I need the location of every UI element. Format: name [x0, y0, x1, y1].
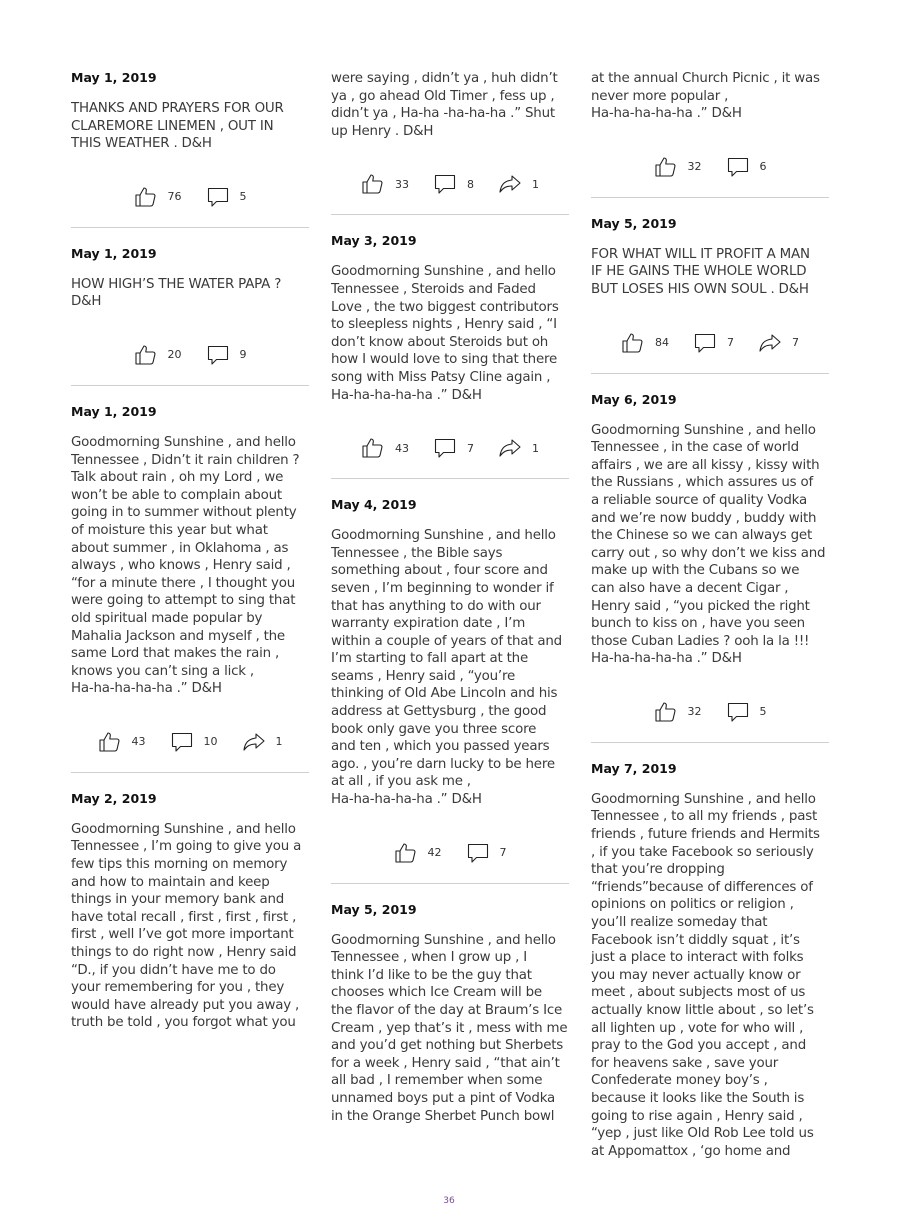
likes-stat[interactable] — [654, 155, 702, 179]
shares-stat[interactable] — [498, 172, 539, 196]
comments-count: 7 — [467, 441, 474, 455]
like-icon[interactable] — [134, 185, 168, 209]
likes-count: 20 — [167, 348, 182, 362]
comments-count: 9 — [239, 348, 247, 362]
comments-stat[interactable] — [433, 172, 474, 196]
comments-count: 10 — [203, 735, 218, 749]
post-date: May 1, 2019 — [71, 70, 157, 85]
likes-stat[interactable] — [98, 730, 146, 754]
likes-stat[interactable] — [394, 841, 442, 865]
post — [71, 404, 309, 773]
post-text: Goodmorning Sunshine , and hello Tennessee , when I grow up , I think I’d like to be the guy that chooses which Ice Cream will be the flavor of the day at Braum’s Ice Cream , yep that’s it , mess with me and you’d get nothing but Sherbets for a week , Henry said , “that ain’t all bad , I remember when some unnamed boys put a pint of Vodka in the Orange Sherbet Punch bowl — [331, 932, 568, 1124]
post-stats — [591, 329, 829, 357]
column-2 — [331, 70, 569, 1125]
comments-stat[interactable] — [206, 343, 247, 367]
post-stats — [71, 728, 309, 756]
post-divider — [331, 883, 569, 884]
likes-count: 84 — [655, 336, 669, 350]
shares-count: 1 — [532, 441, 539, 455]
like-icon[interactable] — [654, 700, 688, 724]
comments-stat[interactable] — [433, 436, 474, 460]
post — [71, 70, 309, 228]
shares-stat[interactable] — [498, 436, 539, 460]
like-icon[interactable] — [134, 343, 168, 367]
likes-count: 32 — [687, 160, 702, 174]
like-icon[interactable] — [361, 436, 395, 460]
post-date: May 4, 2019 — [331, 497, 417, 513]
comments-stat[interactable] — [726, 700, 767, 724]
likes-count: 42 — [427, 846, 442, 860]
likes-stat[interactable] — [361, 172, 409, 196]
likes-stat[interactable] — [134, 343, 182, 367]
post-text: THANKS AND PRAYERS FOR OUR CLAREMORE LINEMEN , OUT IN THIS WEATHER . D&H — [71, 101, 284, 152]
post-divider — [591, 742, 829, 743]
comment-icon[interactable] — [433, 172, 467, 196]
likes-count: 76 — [167, 190, 182, 204]
comment-icon[interactable] — [170, 730, 204, 754]
likes-stat[interactable] — [361, 436, 409, 460]
likes-count: 33 — [395, 177, 409, 191]
like-icon[interactable] — [98, 730, 132, 754]
comment-icon[interactable] — [693, 331, 727, 355]
comments-stat[interactable] — [466, 841, 507, 865]
post — [71, 246, 309, 386]
post — [591, 392, 829, 743]
post-text: Goodmorning Sunshine , and hello Tennessee , Steroids and Faded Love , the two biggest contributors to sleepless nights , Henry said , “I don’t know about Steroids but oh how I would love to sing that there song with Miss Patsy Cline again , Ha-ha-ha-ha-ha .” D&H — [331, 264, 559, 403]
comment-icon[interactable] — [726, 155, 760, 179]
column-1 — [71, 70, 309, 1032]
comment-icon[interactable] — [466, 841, 500, 865]
post-date: May 7, 2019 — [591, 760, 677, 776]
column-3 — [591, 70, 829, 1160]
post-text: Goodmorning Sunshine , and hello Tennessee , to all my friends , past friends , future friends and Hermits , if you take Facebook so seriously that you’re dropping “friends”because of differences of opinions on politics or religion , you’ll realize someday that Facebook isn’t diddly squat , it’s just a place to interact with folks you may never actually know or meet , about subjects most of us actually know little about , so let’s all lighten up , vote for who will , pray to the God you accept , and for heavens sake , save your Confederate money boy’s , because it looks like the South is going to rise again , Henry said , “yep , just like Old Rob Lee told us at Appomattox , ‘go home and — [591, 791, 820, 1159]
likes-count: 43 — [131, 735, 146, 749]
post — [331, 497, 569, 884]
comments-count: 7 — [499, 846, 507, 860]
post-stats — [71, 183, 309, 211]
likes-stat[interactable] — [621, 331, 669, 355]
post-divider — [591, 197, 829, 198]
post-stats — [71, 341, 309, 369]
post — [591, 216, 829, 374]
comments-stat[interactable] — [206, 185, 247, 209]
comments-stat[interactable] — [693, 331, 734, 355]
likes-stat[interactable] — [134, 185, 182, 209]
post-text: Goodmorning Sunshine , and hello Tennessee , the Bible says something about , four score and seven , I’m beginning to wonder if that has anything to do with our warranty expiration date , I’m within a couple of years of that and I’m starting to fall apart at the seams , Henry said , “you’re thinking of Old Abe Lincoln and his address at Gettysburg , the good book only gave you three score and ten , which you passed years ago. , you’re darn lucky to be here at all , if you ask me , Ha-ha-ha-ha-ha .” D&H — [331, 528, 562, 808]
comment-icon[interactable] — [206, 185, 240, 209]
share-icon[interactable] — [498, 172, 532, 196]
post-text: were saying , didn’t ya , huh didn’t ya , go ahead Old Timer , fess up , didn’t ya , Ha-ha -ha-ha-ha .” Shut up Henry . D&H — [331, 71, 558, 139]
likes-count: 43 — [395, 441, 409, 455]
like-icon[interactable] — [394, 841, 428, 865]
post-stats — [591, 153, 829, 181]
post — [331, 902, 569, 1126]
post-date: May 2, 2019 — [71, 790, 157, 806]
comment-icon[interactable] — [433, 436, 467, 460]
like-icon[interactable] — [361, 172, 395, 196]
shares-count: 7 — [792, 336, 799, 350]
comments-stat[interactable] — [726, 155, 767, 179]
comments-stat[interactable] — [170, 730, 218, 754]
post-stats — [591, 698, 829, 726]
post-stats — [331, 839, 569, 867]
post-text: FOR WHAT WILL IT PROFIT A MAN IF HE GAINS THE WHOLE WORLD BUT LOSES HIS OWN SOUL . D&H — [591, 246, 810, 297]
likes-count: 32 — [687, 705, 702, 719]
like-icon[interactable] — [621, 331, 655, 355]
comment-icon[interactable] — [726, 700, 760, 724]
post-text: Goodmorning Sunshine , and hello Tennessee , in the case of world affairs , we are all kissy , kissy with the Russians , which assures us of a reliable source of quality Vodka and we’re now buddy , buddy with the Chinese so we can always get carry out , so why don’t we kiss and make up with the Cubans so we can also have a decent Cigar , Henry said , “you picked the right bunch to kiss on , have you seen those Cuban Ladies ? ooh la la !!! Ha-ha-ha-ha-ha .” D&H — [591, 422, 826, 667]
post-date: May 1, 2019 — [71, 245, 157, 261]
post-divider — [71, 385, 309, 386]
post-date: May 5, 2019 — [331, 901, 417, 917]
comment-icon[interactable] — [206, 343, 240, 367]
post-divider — [591, 373, 829, 374]
post-stats — [331, 170, 569, 198]
like-icon[interactable] — [654, 155, 688, 179]
shares-count: 1 — [532, 177, 539, 191]
post-divider — [331, 478, 569, 479]
comments-count: 7 — [727, 336, 734, 350]
post-date: May 3, 2019 — [331, 233, 417, 249]
post-text: HOW HIGH’S THE WATER PAPA ? D&H — [71, 276, 282, 310]
shares-stat[interactable] — [242, 730, 283, 754]
comments-count: 8 — [467, 177, 474, 191]
post-stats — [331, 434, 569, 462]
post-continuation — [331, 70, 569, 215]
post-date: May 1, 2019 — [71, 403, 157, 419]
post — [591, 761, 829, 1160]
shares-count: 1 — [275, 735, 283, 749]
share-icon[interactable] — [758, 331, 792, 355]
post — [331, 233, 569, 479]
post-continuation — [591, 70, 829, 198]
post-date: May 5, 2019 — [591, 215, 677, 231]
likes-stat[interactable] — [654, 700, 702, 724]
post-divider — [71, 227, 309, 228]
post-text: at the annual Church Picnic , it was never more popular , Ha-ha-ha-ha-ha .” D&H — [591, 71, 820, 122]
post-text: Goodmorning Sunshine , and hello Tennessee , I’m going to give you a few tips this morning on memory and how to maintain and keep things in your memory bank and have total recall , first , first , first , first , well I’ve got more important things to do right now , Henry said “D., if you didn’t have me to do your remembering for you , they would have already put you away , truth be told , you forgot what you — [71, 821, 302, 1031]
comments-count: 6 — [759, 160, 767, 174]
post-divider — [331, 214, 569, 215]
comments-count: 5 — [759, 705, 767, 719]
page-number: 36 — [443, 1196, 455, 1206]
shares-stat[interactable] — [758, 331, 799, 355]
share-icon[interactable] — [242, 730, 276, 754]
comments-count: 5 — [239, 190, 247, 204]
share-icon[interactable] — [498, 436, 532, 460]
post-date: May 6, 2019 — [591, 391, 677, 407]
post — [71, 791, 309, 1032]
post-divider — [71, 772, 309, 773]
post-text: Goodmorning Sunshine , and hello Tennessee , Didn’t it rain children ? Talk about rain , oh my Lord , we won’t be able to complain about going in to summer without plenty of moisture this year but what about summer , in Oklahoma , as always , who knows , Henry said , “for a minute there , I thought you were going to attempt to sing that old spiritual made popular by Mahalia Jackson and myself , the same Lord that makes the rain , knows you can’t sing a lick , Ha-ha-ha-ha-ha .” D&H — [71, 434, 300, 697]
